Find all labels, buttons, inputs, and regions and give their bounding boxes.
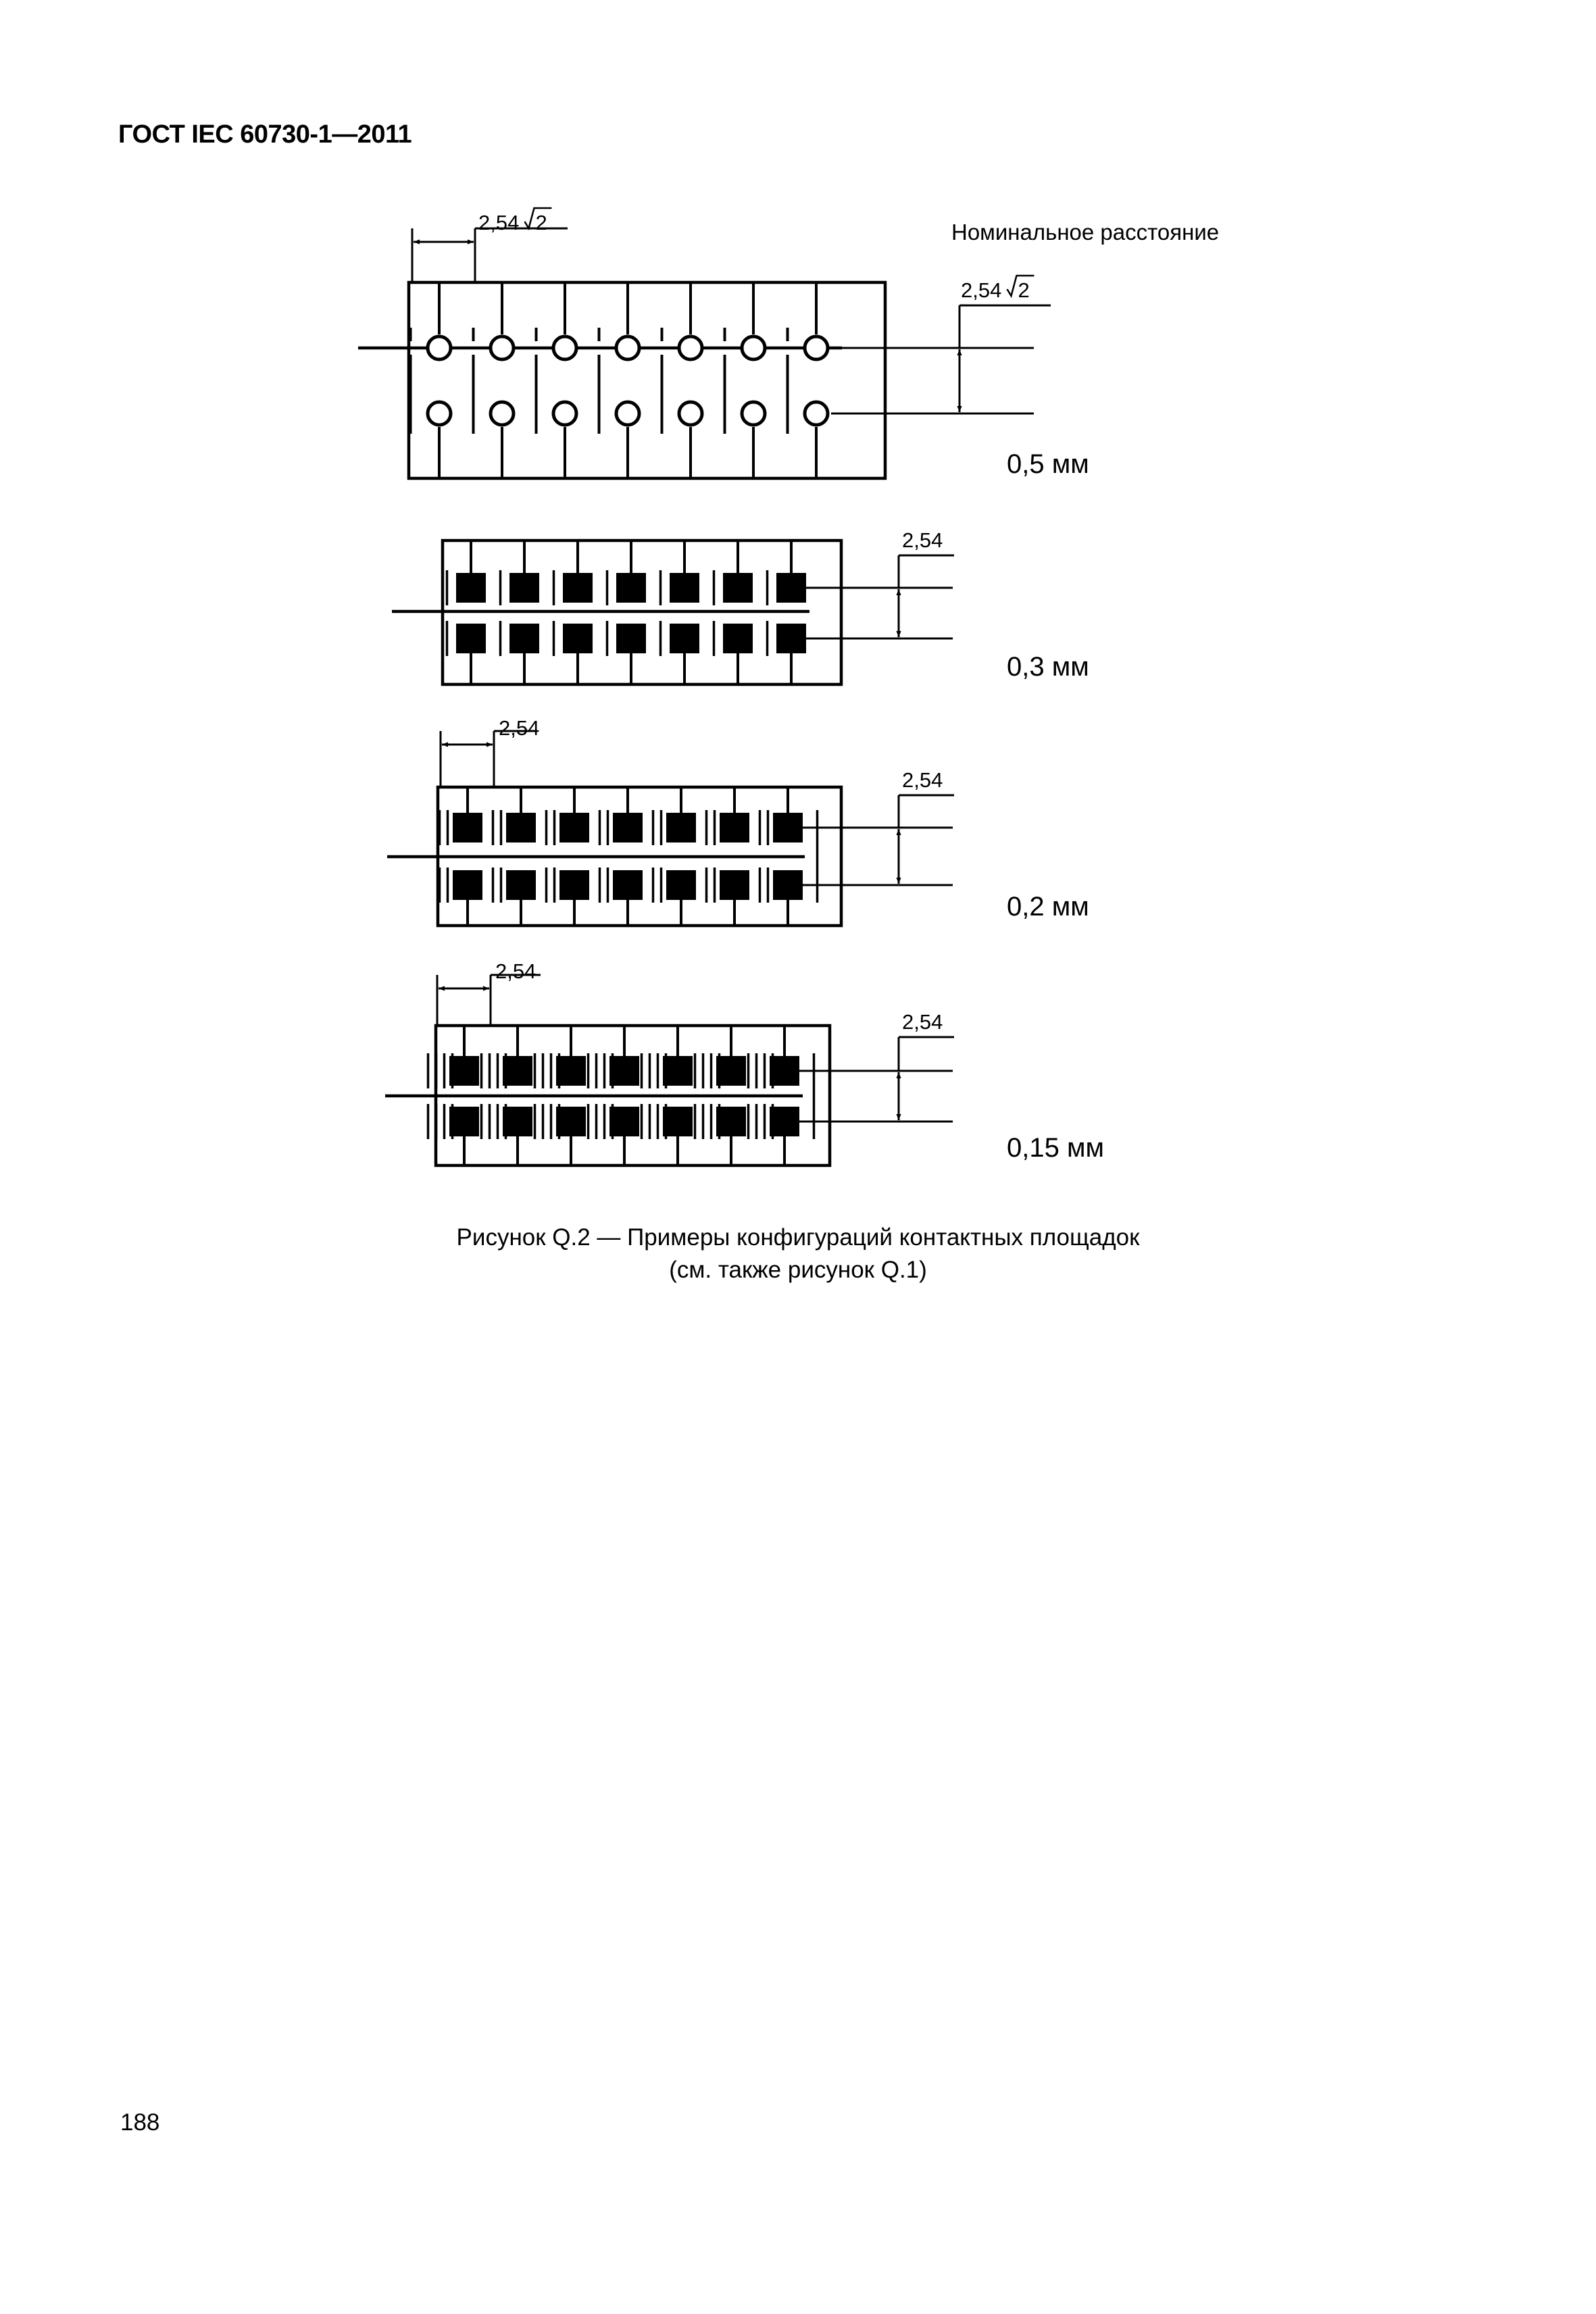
pitch-label: 2,54: [495, 959, 537, 983]
clearance-label: 0,3 мм: [1007, 652, 1089, 682]
row-spacing-label: 2,54: [902, 1010, 943, 1034]
pad-panel-2: [392, 528, 1089, 684]
figure-caption-note: (см. также рисунок Q.1): [669, 1257, 927, 1283]
pad-square: [670, 624, 699, 653]
pad-square: [556, 1107, 586, 1136]
pad-square: [559, 813, 589, 842]
pad-square: [609, 1056, 639, 1086]
pad-circle: [553, 336, 576, 359]
pad-square: [770, 1107, 799, 1136]
pad-circle: [679, 402, 702, 425]
pad-square: [776, 573, 806, 603]
pad-circle: [805, 336, 828, 359]
clearance-label: 0,2 мм: [1007, 892, 1089, 922]
pad-circle: [428, 402, 451, 425]
pad-square: [716, 1107, 746, 1136]
pad-square: [720, 870, 749, 900]
row-spacing-label: 2,54: [902, 768, 943, 792]
pad-square: [609, 1107, 639, 1136]
pad-panel-4: [385, 959, 1104, 1165]
clearance-label: 0,5 мм: [1007, 449, 1089, 479]
pad-square: [613, 870, 643, 900]
pad-square: [509, 624, 539, 653]
pad-square: [453, 870, 482, 900]
pad-square: [773, 813, 803, 842]
pad-square: [563, 573, 593, 603]
board-outline: [409, 282, 885, 478]
pad-circle: [616, 336, 639, 359]
pad-square: [616, 573, 646, 603]
panels-group: [358, 208, 1104, 1165]
pad-circle: [428, 336, 451, 359]
pad-panel-3: [387, 716, 1089, 926]
standard-header: ГОСТ IEC 60730-1—2011: [118, 120, 412, 149]
pad-circle: [679, 336, 702, 359]
pad-square: [616, 624, 646, 653]
pad-circle: [742, 336, 765, 359]
pitch-label: 2,54: [478, 211, 520, 234]
pad-square: [503, 1107, 532, 1136]
pad-square: [666, 870, 696, 900]
pad-square: [449, 1107, 479, 1136]
clearance-label: 0,15 мм: [1007, 1133, 1104, 1163]
pad-square: [663, 1107, 693, 1136]
pad-circle: [805, 402, 828, 425]
pad-circle: [616, 402, 639, 425]
radical-value: 2: [1018, 278, 1030, 302]
pad-square: [720, 813, 749, 842]
pad-square: [723, 624, 753, 653]
pad-square: [453, 813, 482, 842]
pad-square: [770, 1056, 799, 1086]
row-spacing-label: 2,54: [961, 278, 1002, 302]
legend-title: Номинальное расстояние: [951, 220, 1220, 245]
pad-circle: [742, 402, 765, 425]
pad-square: [506, 870, 536, 900]
pad-square: [663, 1056, 693, 1086]
pad-square: [670, 573, 699, 603]
pad-square: [509, 573, 539, 603]
pad-circle: [553, 402, 576, 425]
pad-square: [563, 624, 593, 653]
pad-square: [503, 1056, 532, 1086]
pad-square: [456, 624, 486, 653]
pad-square: [456, 573, 486, 603]
pad-square: [716, 1056, 746, 1086]
pad-square: [506, 813, 536, 842]
pad-square: [449, 1056, 479, 1086]
pad-square: [776, 624, 806, 653]
pad-square: [773, 870, 803, 900]
pad-circle: [491, 336, 514, 359]
pad-square: [666, 813, 696, 842]
pad-circle: [491, 402, 514, 425]
radical-value: 2: [535, 211, 547, 234]
page-number: 188: [120, 2109, 160, 2136]
row-spacing-label: 2,54: [902, 528, 943, 552]
pad-square: [556, 1056, 586, 1086]
figure-caption: Рисунок Q.2 — Примеры конфигураций контактных площадок: [456, 1224, 1140, 1251]
pitch-label: 2,54: [499, 716, 540, 740]
pad-panel-1: [358, 208, 1089, 479]
pad-square: [723, 573, 753, 603]
pad-square: [613, 813, 643, 842]
pad-square: [559, 870, 589, 900]
